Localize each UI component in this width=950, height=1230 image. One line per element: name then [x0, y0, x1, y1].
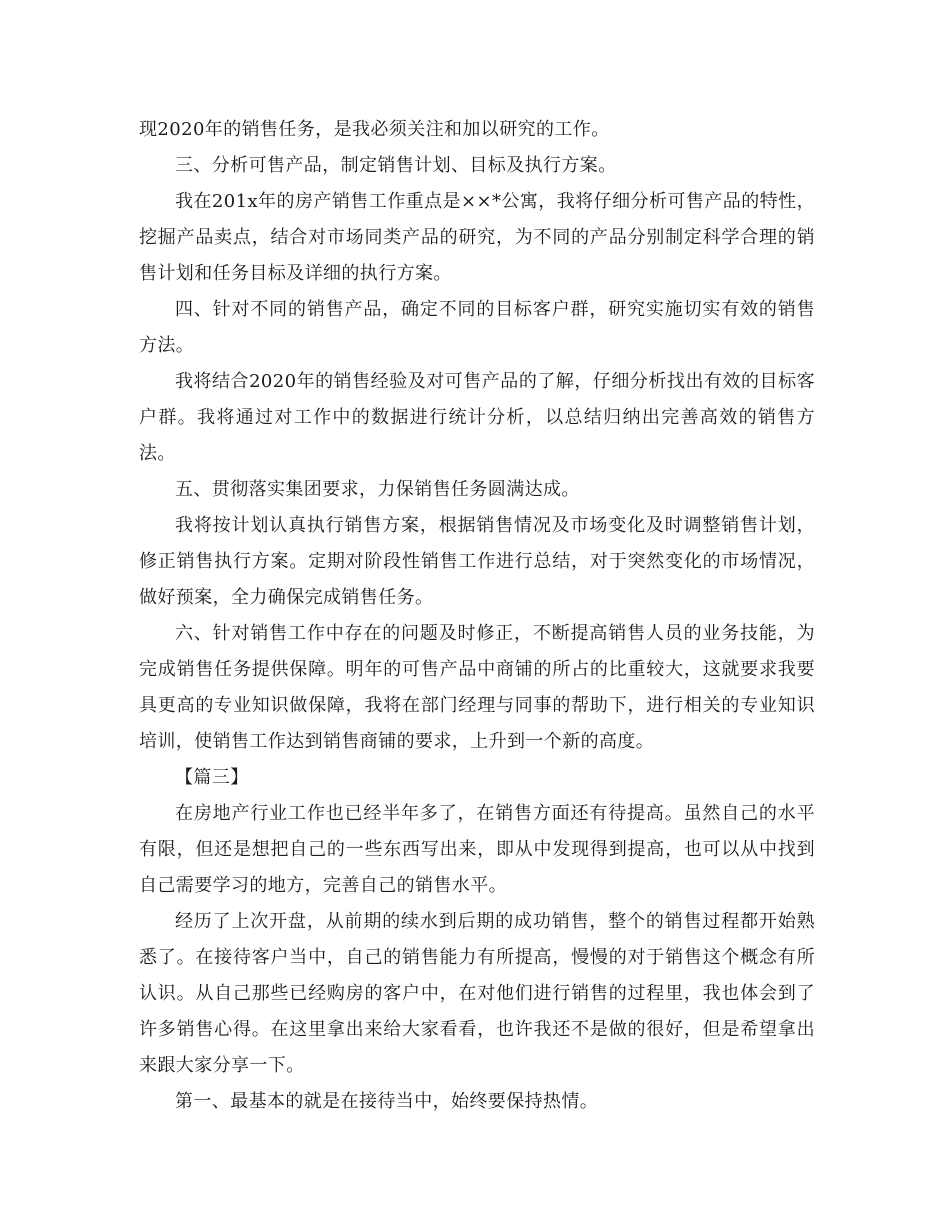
paragraph: 我将结合2020年的销售经验及对可售产品的了解，仔细分析找出有效的目标客户群。我将通过对工作中的数据进行统计分析，以总结归纳出完善高效的销售方法。 — [139, 371, 815, 464]
section-heading-5: 五、贯彻落实集团要求，力保销售任务圆满达成。 — [175, 479, 580, 500]
paragraph: 在房地产行业工作也已经半年多了，在销售方面还有待提高。虽然自己的水平有限，但还是想把自己的一些东西写出来，即从中发现得到提高，也可以从中找到自己需要学习的地方，完善自己的销售水平。 — [139, 803, 815, 896]
paragraph: 经历了上次开盘，从前期的续水到后期的成功销售，整个的销售过程都开始熟悉了。在接待客户当中，自己的销售能力有所提高，慢慢的对于销售这个概念有所认识。从自己那些已经购房的客户中，在对他们进行销售的过程里，我也体会到了许多销售心得。在这里拿出来给大家看看，也许我还不是做的很好，但是希望拿出来跟大家分享一下。 — [139, 911, 815, 1076]
section-heading-4: 四、针对不同的销售产品，确定不同的目标客户群，研究实施切实有效的销售方法。 — [139, 299, 815, 356]
paragraph: 第一、最基本的就是在接待当中，始终要保持热情。 — [175, 1091, 599, 1112]
chapter-heading: 【篇三】 — [175, 767, 249, 788]
paragraph: 我将按计划认真执行销售方案，根据销售情况及市场变化及时调整销售计划，修正销售执行方案。定期对阶段性销售工作进行总结，对于突然变化的市场情况，做好预案，全力确保完成销售任务。 — [139, 515, 815, 608]
paragraph: 我在201x年的房产销售工作重点是××*公寓，我将仔细分析可售产品的特性，挖掘产品卖点，结合对市场同类产品的研究，为不同的产品分别制定科学合理的销售计划和任务目标及详细的执行方案。 — [139, 191, 815, 284]
section-heading-3: 三、分析可售产品，制定销售计划、目标及执行方案。 — [175, 155, 617, 176]
section-heading-6: 六、针对销售工作中存在的问题及时修正，不断提高销售人员的业务技能，为完成销售任务提供保障。明年的可售产品中商铺的所占的比重较大，这就要求我要具更高的专业知识做保障，我将在部门经理与同事的帮助下，进行相关的专业知识培训，使销售工作达到销售商铺的要求，上升到一个新的高度。 — [139, 623, 815, 752]
paragraph-continuation: 现2020年的销售任务，是我必须关注和加以研究的工作。 — [139, 119, 610, 140]
document-body — [139, 112, 815, 1120]
